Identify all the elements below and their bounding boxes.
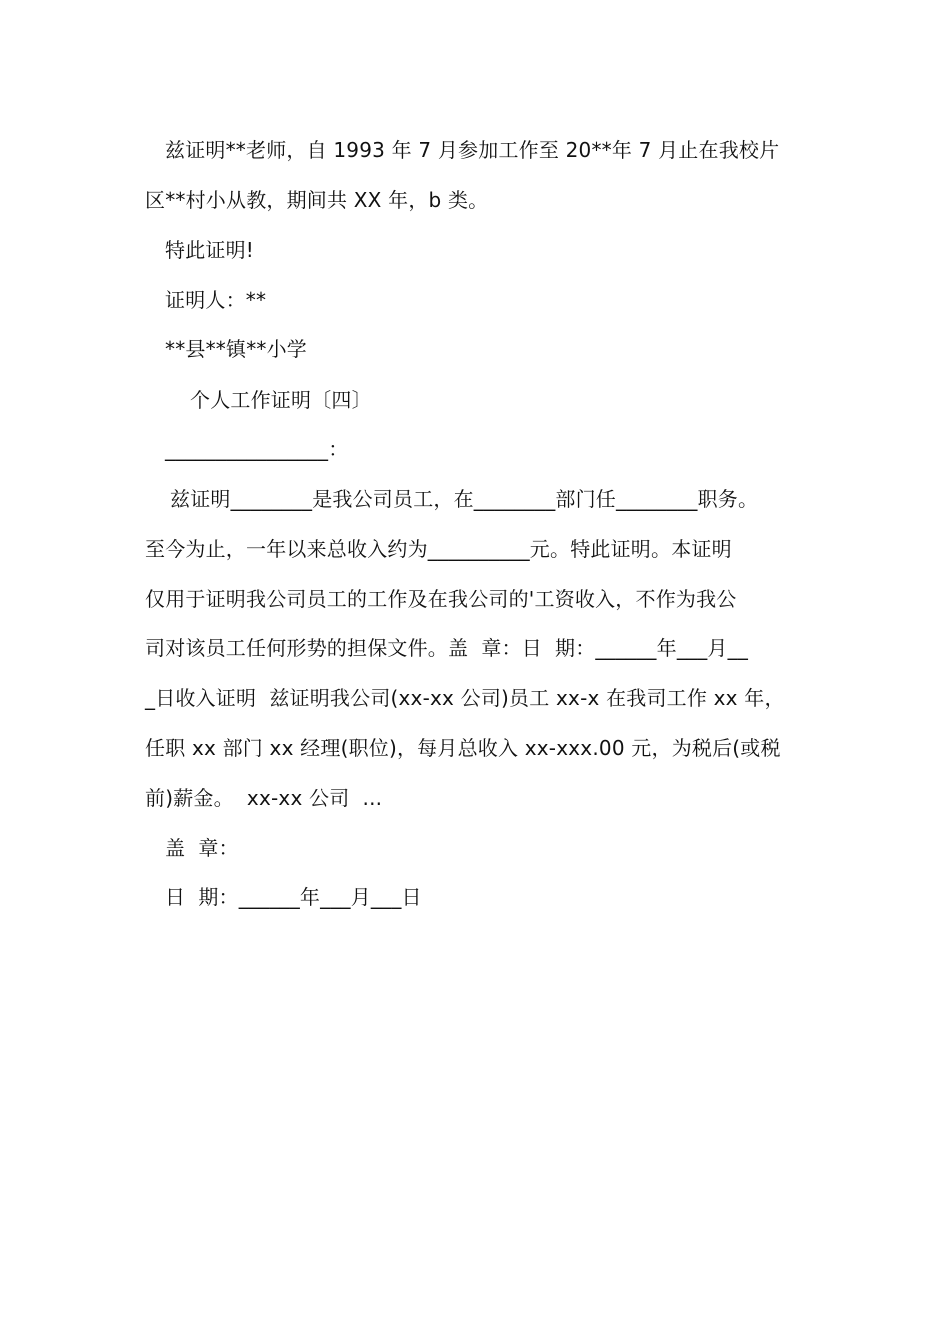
- paragraph2-line3: 仅用于证明我公司员工的工作及在我公司的'工资收入，不作为我公: [145, 587, 737, 611]
- paragraph2-line5: _日收入证明 兹证明我公司(xx-xx 公司)员工 xx-x 在我司工作 xx 年，: [145, 686, 785, 710]
- school-name: **县**镇**小学: [165, 337, 307, 361]
- paragraph2-line1: 兹证明________是我公司员工，在________部门任________职务。: [170, 487, 759, 511]
- seal-line: 盖 章：: [165, 836, 239, 860]
- paragraph1-line2: 区**村小从教，期间共 XX 年，b 类。: [145, 188, 489, 212]
- certifier: 证明人：**: [165, 288, 267, 312]
- addressee-line: ________________：: [165, 437, 349, 461]
- date-line: 日 期：______年___月___日: [165, 885, 422, 909]
- paragraph2-line4: 司对该员工任何形势的担保文件。盖 章：日 期：______年___月__: [145, 636, 749, 660]
- paragraph2-line6: 任职 xx 部门 xx 经理(职位)，每月总收入 xx-xxx.00 元，为税后(或税: [145, 736, 781, 760]
- certify-statement: 特此证明!: [165, 238, 255, 262]
- paragraph2-line7: 前)薪金。 xx-xx 公司 ...: [145, 786, 383, 810]
- paragraph1-line1: 兹证明**老师，自 1993 年 7 月参加工作至 20**年 7 月止在我校片: [165, 138, 780, 162]
- section-heading: 个人工作证明〔四〕: [190, 388, 372, 412]
- paragraph2-line2: 至今为止，一年以来总收入约为__________元。特此证明。本证明: [145, 537, 732, 561]
